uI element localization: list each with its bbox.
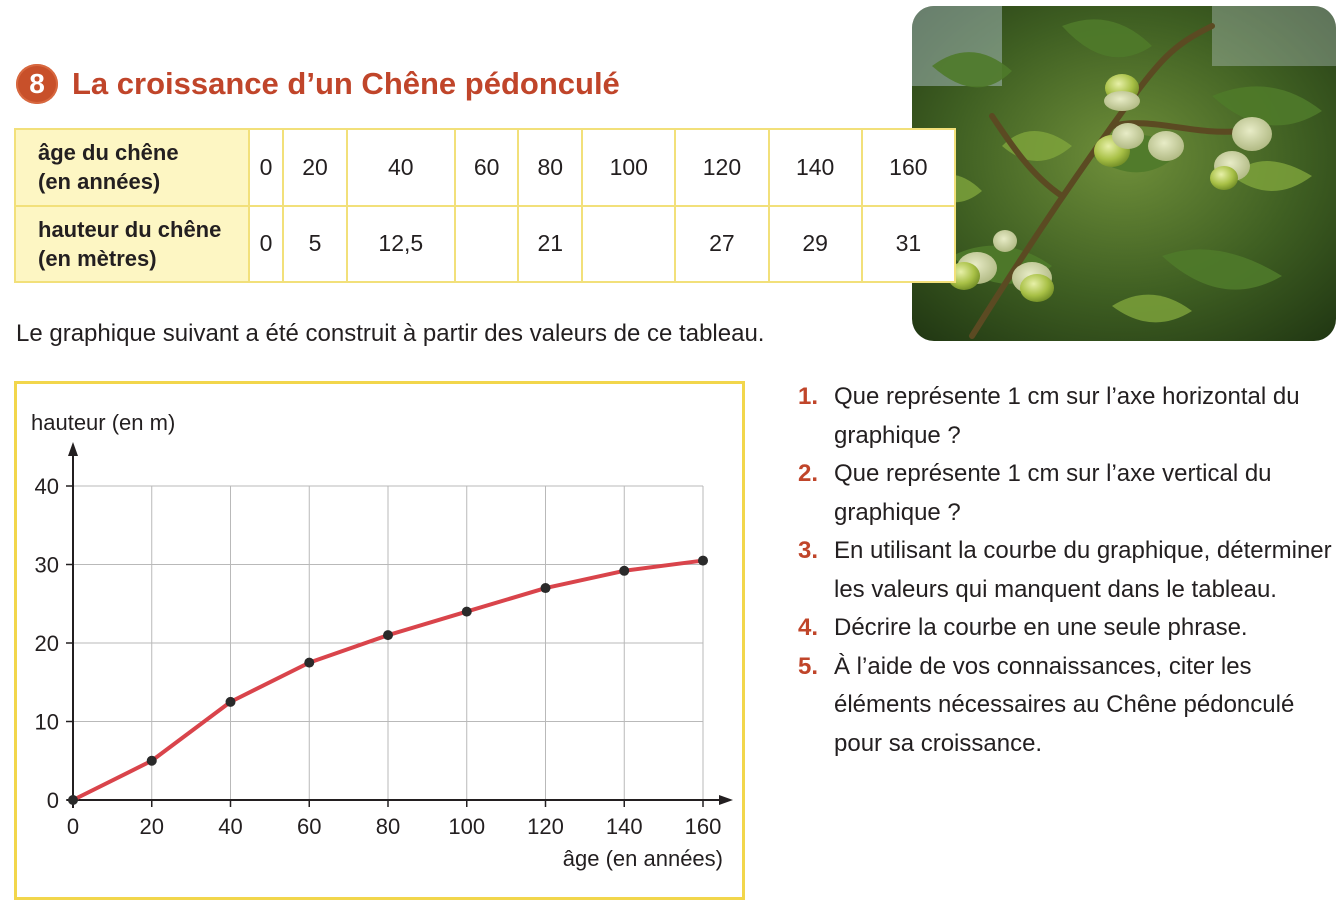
data-point	[619, 566, 629, 576]
y-tick-label: 0	[46, 788, 59, 813]
table-header-age-line1: âge du chêne	[38, 140, 179, 166]
table-header-age	[15, 129, 249, 206]
table-cell: 5	[283, 206, 347, 283]
x-tick-label: 0	[66, 814, 80, 839]
table-cell: 21	[518, 206, 582, 283]
question-text: En utilisant la courbe du graphique, déterminer les valeurs qui manquent dans le tableau.	[834, 537, 1332, 603]
chart-frame	[14, 381, 745, 900]
x-axis-arrow-icon	[719, 795, 733, 805]
data-table	[14, 128, 956, 283]
x-tick-label: 60	[297, 814, 322, 839]
intro-text: Le graphique suivant a été construit à partir des valeurs de ce tableau.	[16, 320, 765, 347]
question-number: 2.	[798, 460, 819, 487]
table-cell: 20	[283, 129, 347, 206]
table-cell: 120	[675, 129, 768, 206]
table-row-height	[15, 206, 955, 283]
data-point	[68, 795, 78, 805]
x-tick-label: 100	[448, 814, 486, 839]
table-cell	[455, 206, 519, 283]
y-tick-label: 30	[34, 552, 59, 578]
question-text: À l’aide de vos connaissances, citer les éléments nécessaires au Chêne pédonculé pour sa croissance.	[834, 652, 1295, 757]
table-cell: 140	[769, 129, 862, 206]
y-tick-label: 40	[34, 474, 59, 499]
question-item	[796, 455, 1336, 532]
table-cell: 29	[769, 206, 862, 283]
question-item	[796, 532, 1336, 609]
table-cell	[582, 206, 675, 283]
table-row-age	[15, 129, 955, 206]
question-item	[796, 648, 1336, 764]
oak-branch-acorns-photo-icon	[912, 6, 1336, 341]
table-header-height-line2: (en mètres)	[38, 245, 157, 271]
growth-chart	[17, 384, 742, 897]
questions-list	[796, 378, 1336, 763]
question-item	[796, 378, 1336, 455]
x-tick-label: 120	[527, 814, 564, 839]
x-axis-title: âge (en années)	[562, 846, 723, 871]
x-tick-label: 140	[605, 814, 643, 839]
question-number: 1.	[798, 383, 819, 410]
data-point	[147, 756, 157, 766]
x-tick-label: 160	[684, 814, 722, 839]
data-point	[383, 630, 393, 640]
question-number: 4.	[798, 614, 819, 641]
table-cell: 12,5	[347, 206, 455, 283]
table-header-age-line2: (en années)	[38, 169, 161, 195]
table-cell: 0	[249, 206, 283, 283]
question-item	[796, 609, 1336, 648]
table-cell: 100	[582, 129, 675, 206]
table-cell: 31	[862, 206, 955, 283]
exercise-number-badge: 8	[16, 64, 58, 104]
table-header-height-line1: hauteur du chêne	[38, 216, 222, 242]
x-tick-label: 40	[218, 814, 243, 839]
data-point	[226, 697, 236, 707]
x-tick-label: 20	[139, 814, 164, 839]
question-text: Que représente 1 cm sur l’axe vertical du graphique ?	[834, 460, 1272, 526]
y-axis-title: hauteur (en m)	[31, 410, 176, 435]
question-number: 3.	[798, 537, 819, 564]
table-cell: 0	[249, 129, 283, 206]
table-cell: 80	[518, 129, 582, 206]
y-tick-label: 10	[34, 709, 59, 735]
question-text: Décrire la courbe en une seule phrase.	[834, 614, 1248, 641]
data-point	[304, 658, 314, 668]
table-cell: 60	[455, 129, 519, 206]
table-cell: 160	[862, 129, 955, 206]
question-text: Que représente 1 cm sur l’axe horizontal du graphique ?	[834, 383, 1300, 449]
table-header-height	[15, 206, 249, 283]
exercise-title: La croissance d’un Chêne pédonculé	[72, 66, 620, 101]
table-cell: 27	[675, 206, 768, 283]
data-point	[462, 607, 472, 617]
y-tick-label: 20	[34, 631, 59, 656]
y-axis-arrow-icon	[68, 442, 78, 456]
x-tick-label: 80	[375, 814, 401, 839]
table-cell: 40	[347, 129, 455, 206]
data-point	[541, 583, 551, 593]
data-point	[698, 556, 708, 566]
question-number: 5.	[798, 652, 819, 680]
oak-photo	[912, 6, 1336, 341]
